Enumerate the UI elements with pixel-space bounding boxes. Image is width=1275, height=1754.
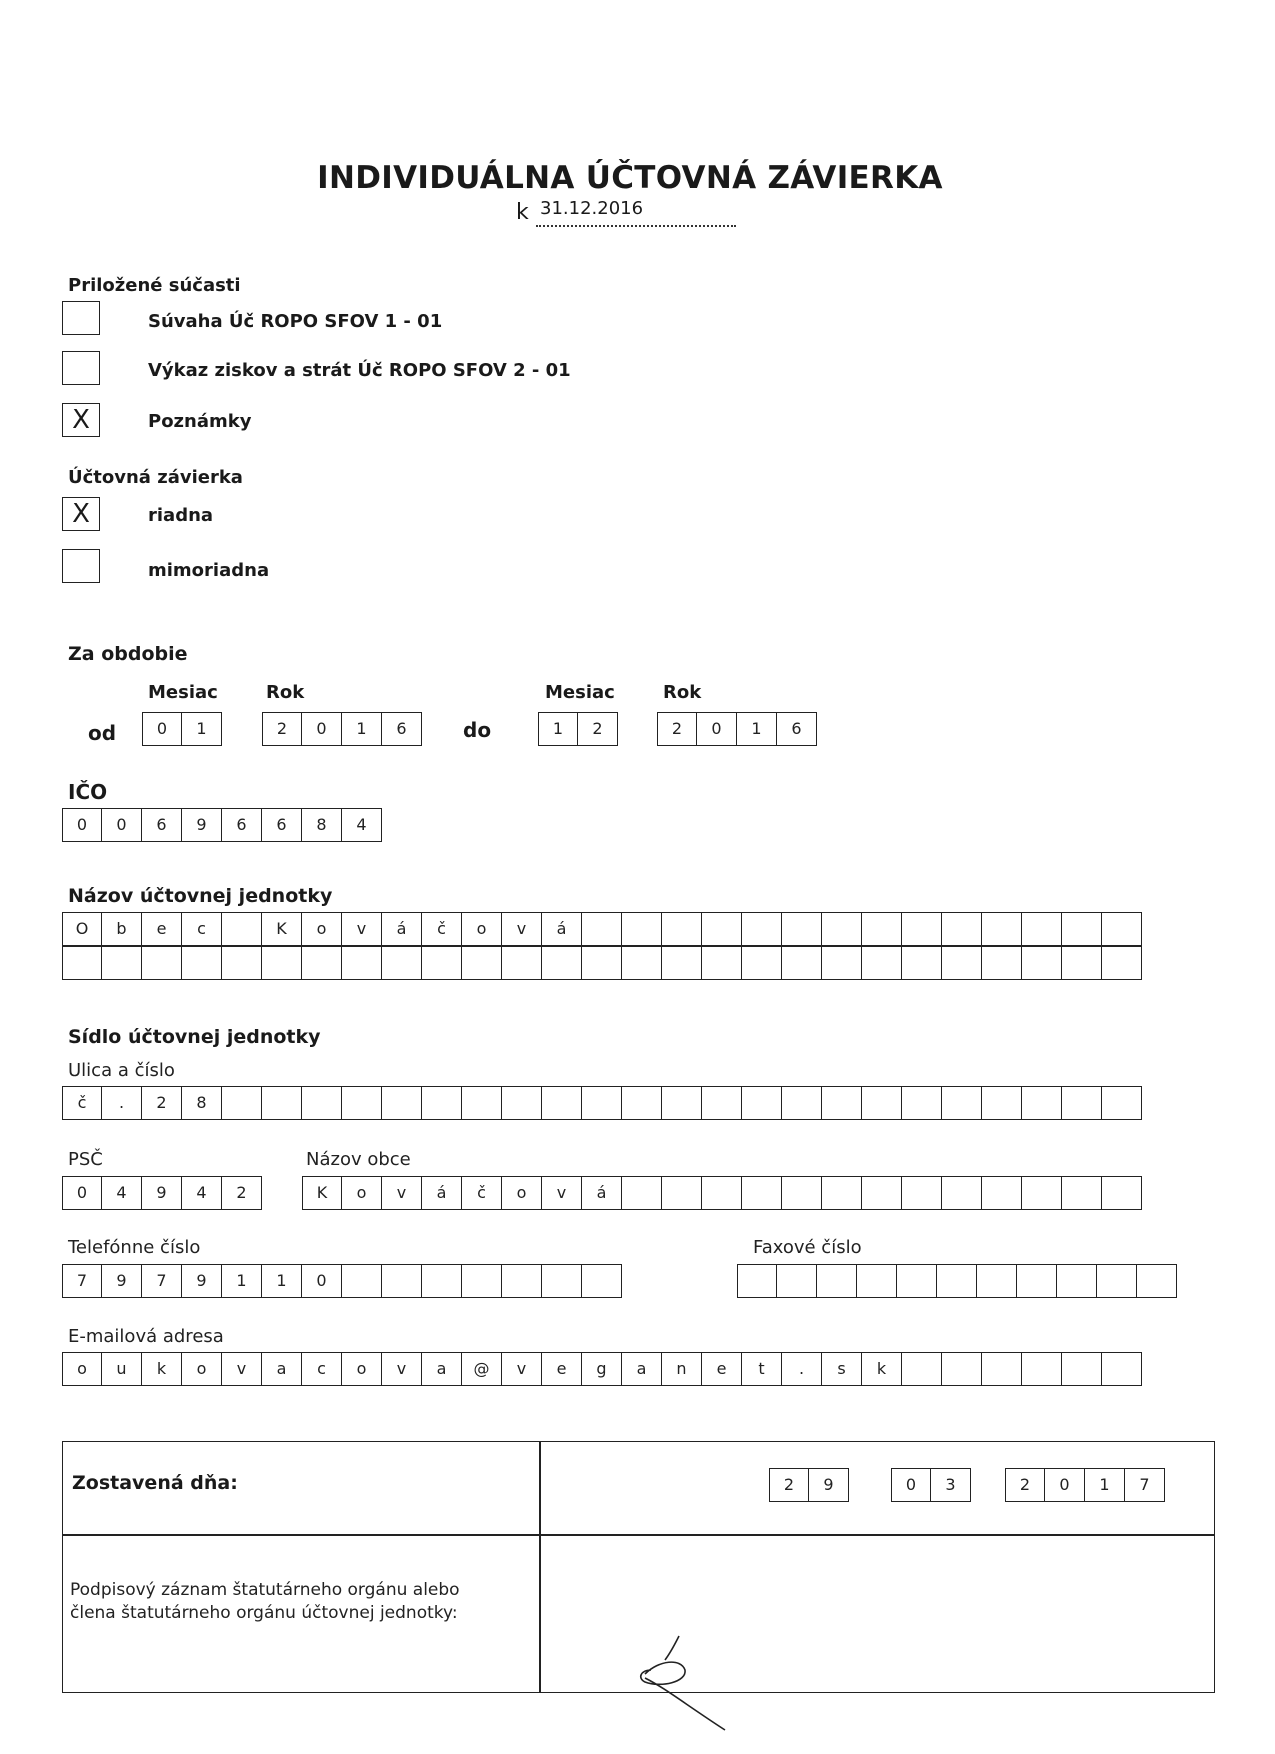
email-char[interactable]: n <box>662 1352 702 1386</box>
checkbox-notes[interactable]: X <box>62 403 100 437</box>
city-char[interactable]: o <box>342 1176 382 1210</box>
city-char[interactable]: o <box>502 1176 542 1210</box>
psc-digit[interactable]: 9 <box>142 1176 182 1210</box>
city-char[interactable] <box>782 1176 822 1210</box>
date-underline <box>536 225 736 227</box>
to-year-label: Rok <box>663 682 702 703</box>
from-year-digit[interactable]: 2 <box>262 712 302 746</box>
email-char[interactable]: o <box>342 1352 382 1386</box>
entity-name-char[interactable] <box>742 946 782 980</box>
ico-digit[interactable]: 8 <box>302 808 342 842</box>
psc-digit[interactable]: 0 <box>62 1176 102 1210</box>
email-char[interactable]: u <box>102 1352 142 1386</box>
entity-name-char[interactable]: O <box>62 912 102 946</box>
entity-name-char[interactable]: v <box>342 912 382 946</box>
psc-digit[interactable]: 4 <box>102 1176 142 1210</box>
street-char[interactable]: 2 <box>142 1086 182 1120</box>
city-char[interactable]: v <box>542 1176 582 1210</box>
label-notes: Poznámky <box>148 411 252 432</box>
phone-digit[interactable]: 0 <box>302 1264 342 1298</box>
prepared-month-digit[interactable]: 0 <box>891 1468 931 1502</box>
entity-name-char[interactable] <box>102 946 142 980</box>
from-month-field[interactable] <box>142 712 222 746</box>
entity-name-char[interactable] <box>382 946 422 980</box>
fax-digit[interactable] <box>737 1264 777 1298</box>
entity-name-char[interactable] <box>302 946 342 980</box>
statement-type-heading: Účtovná závierka <box>68 467 243 488</box>
psc-digit[interactable]: 2 <box>222 1176 262 1210</box>
entity-name-char[interactable] <box>862 912 902 946</box>
street-char[interactable] <box>782 1086 822 1120</box>
entity-name-char[interactable] <box>822 946 862 980</box>
ico-digit[interactable]: 6 <box>142 808 182 842</box>
email-label: E-mailová adresa <box>68 1326 224 1347</box>
from-year-digit[interactable]: 6 <box>382 712 422 746</box>
entity-name-char[interactable]: e <box>142 912 182 946</box>
from-month-label: Mesiac <box>148 682 218 703</box>
phone-digit[interactable]: 7 <box>62 1264 102 1298</box>
checkbox-income-statement[interactable] <box>62 351 100 385</box>
phone-digit[interactable]: 9 <box>182 1264 222 1298</box>
city-char[interactable] <box>982 1176 1022 1210</box>
city-char[interactable] <box>702 1176 742 1210</box>
components-heading: Priložené súčasti <box>68 275 241 296</box>
label-regular: riadna <box>148 505 214 526</box>
city-label: Názov obce <box>306 1149 411 1170</box>
entity-name-char[interactable] <box>1022 946 1062 980</box>
fax-digit[interactable] <box>817 1264 857 1298</box>
entity-name-char[interactable] <box>822 912 862 946</box>
checkbox-balance-sheet[interactable] <box>62 301 100 335</box>
email-char[interactable]: k <box>862 1352 902 1386</box>
entity-name-char[interactable] <box>222 946 262 980</box>
phone-digit[interactable] <box>502 1264 542 1298</box>
email-char[interactable]: v <box>382 1352 422 1386</box>
email-char[interactable] <box>1062 1352 1102 1386</box>
entity-name-row-2[interactable] <box>62 946 1142 980</box>
entity-name-row-1[interactable] <box>62 912 1142 946</box>
entity-name-label: Názov účtovnej jednotky <box>68 885 333 907</box>
street-char[interactable] <box>422 1086 462 1120</box>
city-char[interactable] <box>1102 1176 1142 1210</box>
phone-digit[interactable] <box>422 1264 462 1298</box>
prepared-day-field[interactable] <box>769 1468 849 1502</box>
entity-name-char[interactable] <box>262 946 302 980</box>
entity-name-char[interactable] <box>342 946 382 980</box>
street-char[interactable] <box>942 1086 982 1120</box>
from-month-digit[interactable]: 1 <box>182 712 222 746</box>
entity-name-char[interactable]: K <box>262 912 302 946</box>
email-char[interactable] <box>942 1352 982 1386</box>
from-label: od <box>88 721 117 745</box>
prepared-date-label: Zostavená dňa: <box>72 1472 238 1494</box>
fax-digit[interactable] <box>1057 1264 1097 1298</box>
prepared-year-digit[interactable]: 2 <box>1005 1468 1045 1502</box>
entity-name-char[interactable] <box>1102 946 1142 980</box>
entity-name-char[interactable] <box>622 946 662 980</box>
prepared-year-field[interactable] <box>1005 1468 1165 1502</box>
street-field[interactable] <box>62 1086 1142 1120</box>
city-char[interactable] <box>742 1176 782 1210</box>
city-char[interactable] <box>902 1176 942 1210</box>
entity-name-char[interactable] <box>462 946 502 980</box>
entity-name-char[interactable] <box>982 946 1022 980</box>
email-char[interactable]: v <box>222 1352 262 1386</box>
ico-field[interactable] <box>62 808 382 842</box>
email-char[interactable]: . <box>782 1352 822 1386</box>
phone-field[interactable] <box>62 1264 622 1298</box>
fax-digit[interactable] <box>1017 1264 1057 1298</box>
to-month-digit[interactable]: 2 <box>578 712 618 746</box>
entity-name-char[interactable] <box>542 946 582 980</box>
street-char[interactable] <box>342 1086 382 1120</box>
ico-digit[interactable]: 6 <box>222 808 262 842</box>
email-char[interactable] <box>982 1352 1022 1386</box>
street-char[interactable] <box>742 1086 782 1120</box>
ico-label: IČO <box>68 780 108 804</box>
street-char[interactable] <box>222 1086 262 1120</box>
prepared-month-field[interactable] <box>891 1468 971 1502</box>
psc-label: PSČ <box>68 1149 103 1170</box>
email-char[interactable]: a <box>422 1352 462 1386</box>
email-field[interactable] <box>62 1352 1142 1386</box>
email-char[interactable]: o <box>62 1352 102 1386</box>
entity-name-char[interactable] <box>582 912 622 946</box>
email-char[interactable]: g <box>582 1352 622 1386</box>
email-char[interactable]: e <box>542 1352 582 1386</box>
entity-name-char[interactable]: o <box>462 912 502 946</box>
address-heading: Sídlo účtovnej jednotky <box>68 1026 321 1048</box>
entity-name-char[interactable] <box>662 946 702 980</box>
email-char[interactable]: @ <box>462 1352 502 1386</box>
phone-digit[interactable] <box>462 1264 502 1298</box>
prepared-month-digit[interactable]: 3 <box>931 1468 971 1502</box>
handwritten-signature <box>615 1630 745 1740</box>
ico-digit[interactable]: 6 <box>262 808 302 842</box>
entity-name-char[interactable] <box>422 946 462 980</box>
to-month-label: Mesiac <box>545 682 615 703</box>
entity-name-char[interactable]: v <box>502 912 542 946</box>
fax-digit[interactable] <box>897 1264 937 1298</box>
to-month-field[interactable] <box>538 712 618 746</box>
city-field[interactable] <box>302 1176 1142 1210</box>
street-label: Ulica a číslo <box>68 1060 175 1081</box>
label-balance-sheet: Súvaha Úč ROPO SFOV 1 - 01 <box>148 311 443 332</box>
entity-name-char[interactable] <box>1102 912 1142 946</box>
fax-label: Faxové číslo <box>753 1237 862 1258</box>
entity-name-char[interactable] <box>782 912 822 946</box>
page-title: INDIVIDUÁLNA ÚČTOVNÁ ZÁVIERKA <box>317 160 943 196</box>
street-char[interactable] <box>462 1086 502 1120</box>
date-value[interactable]: 31.12.2016 <box>540 198 644 219</box>
city-char[interactable] <box>1022 1176 1062 1210</box>
email-char[interactable] <box>1022 1352 1062 1386</box>
street-char[interactable] <box>582 1086 622 1120</box>
entity-name-char[interactable]: á <box>542 912 582 946</box>
entity-name-char[interactable]: o <box>302 912 342 946</box>
email-char[interactable]: k <box>142 1352 182 1386</box>
entity-name-char[interactable] <box>502 946 542 980</box>
street-char[interactable]: č <box>62 1086 102 1120</box>
entity-name-char[interactable]: c <box>182 912 222 946</box>
street-char[interactable] <box>1022 1086 1062 1120</box>
label-extraordinary: mimoriadna <box>148 560 270 581</box>
prepared-day-digit[interactable]: 2 <box>769 1468 809 1502</box>
period-heading: Za obdobie <box>68 643 188 665</box>
ico-digit[interactable]: 0 <box>102 808 142 842</box>
entity-name-char[interactable] <box>942 946 982 980</box>
city-char[interactable] <box>822 1176 862 1210</box>
entity-name-char[interactable]: b <box>102 912 142 946</box>
email-char[interactable]: a <box>262 1352 302 1386</box>
street-char[interactable] <box>822 1086 862 1120</box>
to-label: do <box>463 718 492 742</box>
entity-name-char[interactable] <box>1022 912 1062 946</box>
street-char[interactable] <box>902 1086 942 1120</box>
phone-digit[interactable]: 1 <box>262 1264 302 1298</box>
entity-name-char[interactable] <box>1062 912 1102 946</box>
street-char[interactable] <box>1062 1086 1102 1120</box>
from-year-field[interactable] <box>262 712 422 746</box>
to-year-digit[interactable]: 6 <box>777 712 817 746</box>
phone-label: Telefónne číslo <box>68 1237 201 1258</box>
city-char[interactable]: á <box>582 1176 622 1210</box>
street-char[interactable] <box>982 1086 1022 1120</box>
entity-name-char[interactable] <box>982 912 1022 946</box>
street-char[interactable] <box>662 1086 702 1120</box>
prepared-year-digit[interactable]: 1 <box>1085 1468 1125 1502</box>
fax-digit[interactable] <box>857 1264 897 1298</box>
fax-digit[interactable] <box>777 1264 817 1298</box>
email-char[interactable] <box>1102 1352 1142 1386</box>
signature-label-line-2: člena štatutárneho orgánu účtovnej jednotky: <box>70 1603 458 1623</box>
fax-digit[interactable] <box>1097 1264 1137 1298</box>
prepared-year-digit[interactable]: 0 <box>1045 1468 1085 1502</box>
entity-name-char[interactable] <box>902 912 942 946</box>
footer-divider-horizontal <box>62 1534 1215 1536</box>
entity-name-char[interactable] <box>222 912 262 946</box>
from-year-label: Rok <box>266 682 305 703</box>
entity-name-char[interactable] <box>582 946 622 980</box>
street-char[interactable] <box>502 1086 542 1120</box>
psc-field[interactable] <box>62 1176 262 1210</box>
to-year-digit[interactable]: 0 <box>697 712 737 746</box>
checkbox-regular[interactable]: X <box>62 497 100 531</box>
street-char[interactable]: . <box>102 1086 142 1120</box>
phone-digit[interactable] <box>542 1264 582 1298</box>
city-char[interactable] <box>942 1176 982 1210</box>
ico-digit[interactable]: 4 <box>342 808 382 842</box>
entity-name-char[interactable]: č <box>422 912 462 946</box>
from-month-digit[interactable]: 0 <box>142 712 182 746</box>
email-char[interactable]: c <box>302 1352 342 1386</box>
fax-field[interactable] <box>737 1264 1177 1298</box>
email-char[interactable]: e <box>702 1352 742 1386</box>
from-year-digit[interactable]: 1 <box>342 712 382 746</box>
entity-name-char[interactable]: á <box>382 912 422 946</box>
email-char[interactable]: o <box>182 1352 222 1386</box>
entity-name-char[interactable] <box>62 946 102 980</box>
to-year-digit[interactable]: 2 <box>657 712 697 746</box>
entity-name-char[interactable] <box>702 912 742 946</box>
ico-digit[interactable]: 0 <box>62 808 102 842</box>
phone-digit[interactable] <box>382 1264 422 1298</box>
entity-name-char[interactable] <box>942 912 982 946</box>
street-char[interactable] <box>702 1086 742 1120</box>
phone-digit[interactable] <box>342 1264 382 1298</box>
entity-name-char[interactable] <box>662 912 702 946</box>
city-char[interactable]: á <box>422 1176 462 1210</box>
email-char[interactable]: t <box>742 1352 782 1386</box>
to-year-digit[interactable]: 1 <box>737 712 777 746</box>
entity-name-char[interactable] <box>622 912 662 946</box>
phone-digit[interactable]: 7 <box>142 1264 182 1298</box>
city-char[interactable] <box>662 1176 702 1210</box>
entity-name-char[interactable] <box>1062 946 1102 980</box>
label-income-statement: Výkaz ziskov a strát Úč ROPO SFOV 2 - 01 <box>148 360 571 381</box>
city-char[interactable]: K <box>302 1176 342 1210</box>
entity-name-char[interactable] <box>782 946 822 980</box>
street-char[interactable] <box>1102 1086 1142 1120</box>
email-char[interactable]: v <box>502 1352 542 1386</box>
street-char[interactable]: 8 <box>182 1086 222 1120</box>
street-char[interactable] <box>862 1086 902 1120</box>
entity-name-char[interactable] <box>182 946 222 980</box>
fax-digit[interactable] <box>1137 1264 1177 1298</box>
entity-name-char[interactable] <box>142 946 182 980</box>
signature-label-line-1: Podpisový záznam štatutárneho orgánu alebo <box>70 1580 460 1600</box>
checkbox-extraordinary[interactable] <box>62 549 100 583</box>
email-char[interactable]: s <box>822 1352 862 1386</box>
prepared-year-digit[interactable]: 7 <box>1125 1468 1165 1502</box>
city-char[interactable]: č <box>462 1176 502 1210</box>
street-char[interactable] <box>302 1086 342 1120</box>
ico-digit[interactable]: 9 <box>182 808 222 842</box>
fax-digit[interactable] <box>977 1264 1017 1298</box>
city-char[interactable]: v <box>382 1176 422 1210</box>
entity-name-char[interactable] <box>702 946 742 980</box>
email-char[interactable] <box>902 1352 942 1386</box>
street-char[interactable] <box>262 1086 302 1120</box>
entity-name-char[interactable] <box>862 946 902 980</box>
city-char[interactable] <box>622 1176 662 1210</box>
street-char[interactable] <box>542 1086 582 1120</box>
phone-digit[interactable]: 1 <box>222 1264 262 1298</box>
email-char[interactable]: a <box>622 1352 662 1386</box>
to-year-field[interactable] <box>657 712 817 746</box>
entity-name-char[interactable] <box>902 946 942 980</box>
entity-name-char[interactable] <box>742 912 782 946</box>
date-prefix: k <box>516 200 529 225</box>
phone-digit[interactable]: 9 <box>102 1264 142 1298</box>
prepared-day-digit[interactable]: 9 <box>809 1468 849 1502</box>
fax-digit[interactable] <box>937 1264 977 1298</box>
city-char[interactable] <box>862 1176 902 1210</box>
footer-divider-vertical <box>539 1441 541 1693</box>
to-month-digit[interactable]: 1 <box>538 712 578 746</box>
phone-digit[interactable] <box>582 1264 622 1298</box>
street-char[interactable] <box>382 1086 422 1120</box>
street-char[interactable] <box>622 1086 662 1120</box>
from-year-digit[interactable]: 0 <box>302 712 342 746</box>
psc-digit[interactable]: 4 <box>182 1176 222 1210</box>
city-char[interactable] <box>1062 1176 1102 1210</box>
